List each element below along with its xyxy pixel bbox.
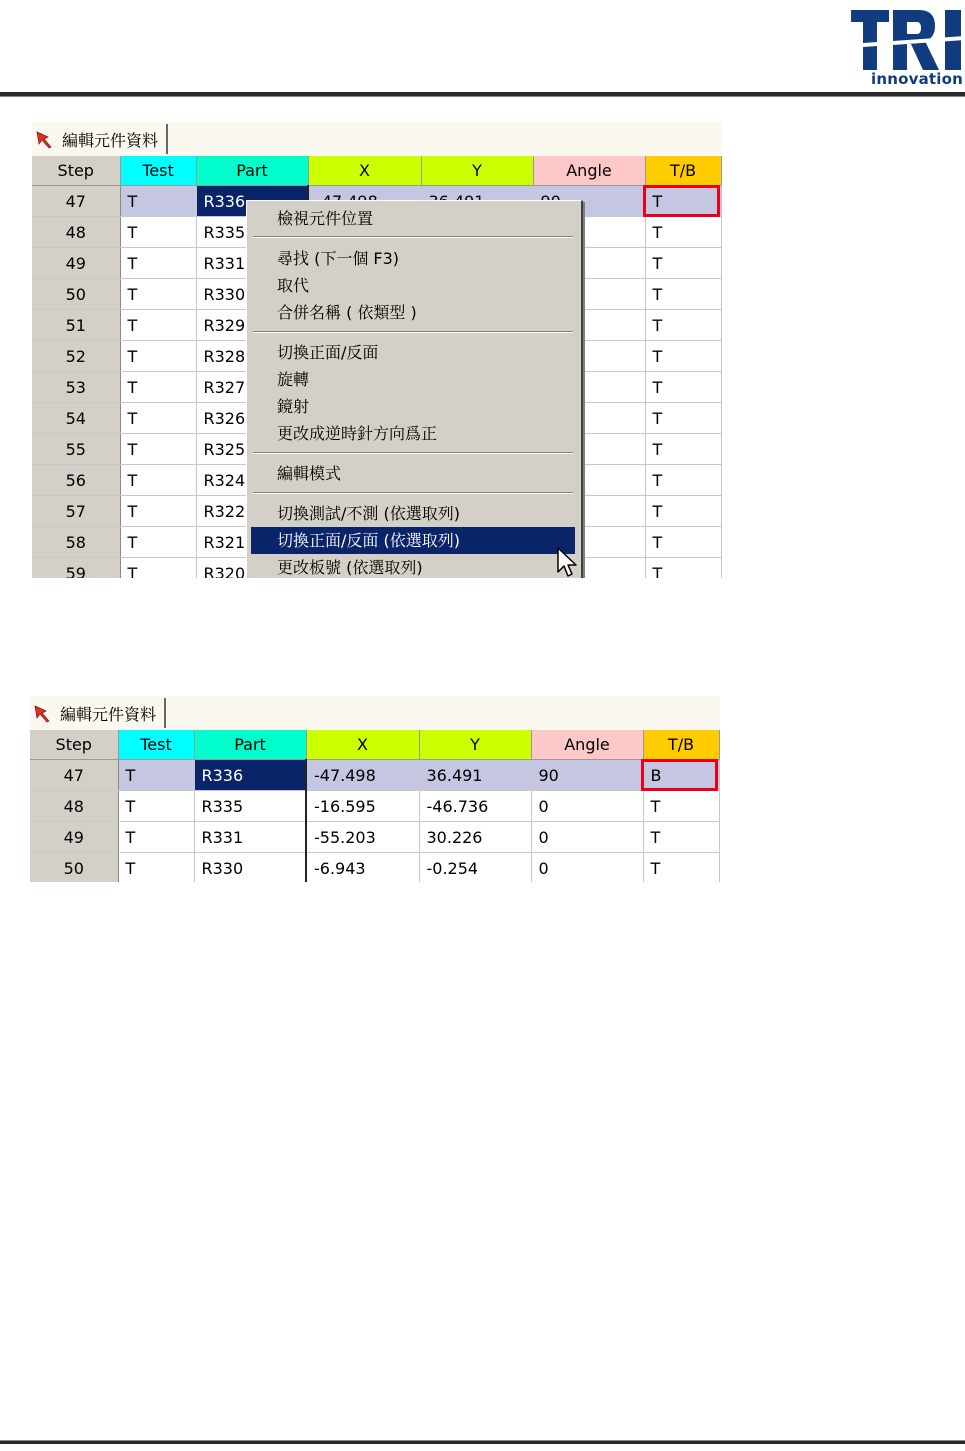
cell-angle[interactable]: 90 bbox=[531, 760, 643, 791]
col-header-test[interactable]: Test bbox=[118, 730, 194, 760]
menu-item-toggle-side[interactable]: 切換正面/反面 bbox=[277, 343, 379, 362]
cell-test[interactable]: T bbox=[120, 434, 196, 465]
tab-label: 編輯元件資料 bbox=[60, 704, 157, 724]
col-header-y[interactable]: Y bbox=[421, 156, 533, 186]
tb-highlight-box bbox=[643, 185, 720, 217]
cell-tb[interactable]: T bbox=[645, 465, 721, 496]
cell-part[interactable]: R327 bbox=[196, 372, 308, 403]
cell-step[interactable]: 58 bbox=[32, 527, 120, 558]
menu-separator bbox=[253, 331, 573, 333]
footer-rule bbox=[0, 1440, 965, 1444]
cell-step[interactable]: 59 bbox=[32, 558, 120, 579]
menu-item-ccw-positive[interactable]: 更改成逆時針方向爲正 bbox=[277, 424, 438, 443]
cell-tb[interactable]: T bbox=[645, 434, 721, 465]
cell-step[interactable]: 50 bbox=[32, 279, 120, 310]
menu-item-find-next[interactable]: 尋找 (下一個 F3) bbox=[277, 249, 400, 268]
cell-part[interactable]: R320 bbox=[196, 558, 308, 579]
context-menu bbox=[246, 200, 583, 578]
cell-tb[interactable]: T bbox=[645, 341, 721, 372]
cell-step[interactable]: 54 bbox=[32, 403, 120, 434]
component-edit-panel-before bbox=[32, 122, 722, 578]
cell-test[interactable]: T bbox=[120, 341, 196, 372]
table-row[interactable] bbox=[30, 853, 719, 883]
cell-step[interactable]: 49 bbox=[32, 248, 120, 279]
cell-angle[interactable]: 0 bbox=[531, 791, 643, 822]
menu-item-view-position[interactable]: 檢視元件位置 bbox=[277, 209, 374, 228]
cell-part[interactable]: R331 bbox=[194, 822, 306, 853]
cell-test[interactable]: T bbox=[120, 496, 196, 527]
col-header-angle[interactable]: Angle bbox=[533, 156, 645, 186]
table-row[interactable] bbox=[30, 760, 719, 791]
cell-tb[interactable]: T bbox=[645, 372, 721, 403]
col-header-step[interactable]: Step bbox=[30, 730, 118, 760]
cell-part[interactable]: R336 bbox=[194, 760, 306, 791]
menu-separator bbox=[253, 492, 573, 494]
cell-x[interactable]: -55.203 bbox=[306, 822, 419, 853]
header-rule bbox=[0, 92, 965, 97]
cell-part[interactable]: R322 bbox=[196, 496, 308, 527]
cell-step[interactable]: 52 bbox=[32, 341, 120, 372]
col-header-y[interactable]: Y bbox=[419, 730, 531, 760]
cell-test[interactable]: T bbox=[120, 403, 196, 434]
cell-x[interactable]: -16.595 bbox=[306, 791, 419, 822]
cell-test[interactable]: T bbox=[118, 760, 194, 791]
cell-part[interactable]: R325 bbox=[196, 434, 308, 465]
cell-test[interactable]: T bbox=[120, 527, 196, 558]
cell-angle[interactable]: 0 bbox=[531, 822, 643, 853]
cell-y[interactable]: 36.491 bbox=[419, 760, 531, 791]
cell-y[interactable]: -46.736 bbox=[419, 791, 531, 822]
cell-part[interactable]: R330 bbox=[196, 279, 308, 310]
cell-test[interactable]: T bbox=[120, 217, 196, 248]
col-header-tb[interactable]: T/B bbox=[645, 156, 721, 186]
cell-test[interactable]: T bbox=[120, 558, 196, 579]
menu-item-toggle-side-selected[interactable]: 切換正面/反面 (依選取列) bbox=[251, 527, 575, 554]
col-header-tb[interactable]: T/B bbox=[643, 730, 719, 760]
menu-item-rotate[interactable]: 旋轉 bbox=[277, 370, 310, 389]
cell-tb[interactable]: T bbox=[645, 217, 721, 248]
edit-wand-icon bbox=[34, 128, 56, 150]
col-header-x[interactable]: X bbox=[308, 156, 421, 186]
menu-item-replace[interactable]: 取代 bbox=[277, 276, 310, 295]
cell-tb[interactable]: T bbox=[645, 279, 721, 310]
cell-tb[interactable]: T bbox=[643, 822, 719, 853]
cell-x[interactable]: -6.943 bbox=[306, 853, 419, 883]
cell-test[interactable]: T bbox=[120, 310, 196, 341]
cell-step[interactable]: 49 bbox=[30, 822, 118, 853]
header-row bbox=[30, 730, 719, 760]
cell-tb[interactable]: T bbox=[645, 527, 721, 558]
cell-tb[interactable]: T bbox=[643, 791, 719, 822]
menu-item-merge-names[interactable]: 合併名稱 ( 依類型 ) bbox=[277, 303, 417, 322]
cell-tb[interactable]: T bbox=[645, 558, 721, 579]
header-row bbox=[32, 156, 721, 186]
cell-test[interactable]: T bbox=[118, 822, 194, 853]
cell-test[interactable]: T bbox=[120, 186, 196, 217]
cell-step[interactable]: 55 bbox=[32, 434, 120, 465]
menu-item-toggle-test-selected[interactable]: 切換測試/不測 (依選取列) bbox=[277, 504, 460, 523]
tab-edit-component-data[interactable] bbox=[34, 124, 168, 154]
cell-part[interactable]: R324 bbox=[196, 465, 308, 496]
cell-part[interactable]: R329 bbox=[196, 310, 308, 341]
edit-wand-icon bbox=[32, 702, 54, 724]
cell-tb[interactable]: B bbox=[643, 760, 719, 791]
logo-subtext: innovation bbox=[871, 70, 963, 88]
cell-step[interactable]: 51 bbox=[32, 310, 120, 341]
cell-test[interactable]: T bbox=[120, 465, 196, 496]
cell-part[interactable]: R335 bbox=[196, 217, 308, 248]
cell-part[interactable]: R335 bbox=[194, 791, 306, 822]
cell-test[interactable]: T bbox=[118, 791, 194, 822]
cell-tb[interactable]: T bbox=[645, 310, 721, 341]
cell-tb[interactable]: T bbox=[645, 496, 721, 527]
tab-label: 編輯元件資料 bbox=[62, 130, 159, 150]
cell-y[interactable]: 30.226 bbox=[419, 822, 531, 853]
cell-step[interactable]: 57 bbox=[32, 496, 120, 527]
menu-item-change-board-selected[interactable]: 更改板號 (依選取列) bbox=[277, 558, 423, 577]
cell-test[interactable]: T bbox=[120, 279, 196, 310]
cell-part[interactable]: R336 bbox=[196, 186, 308, 217]
tab-bar bbox=[30, 696, 720, 730]
menu-separator bbox=[253, 236, 573, 238]
cell-step[interactable]: 53 bbox=[32, 372, 120, 403]
cell-step[interactable]: 48 bbox=[30, 791, 118, 822]
cell-y[interactable]: -0.254 bbox=[419, 853, 531, 883]
component-table bbox=[30, 730, 720, 882]
cell-part[interactable]: R330 bbox=[194, 853, 306, 883]
col-header-test[interactable]: Test bbox=[120, 156, 196, 186]
table-row[interactable] bbox=[30, 822, 719, 853]
cell-tb[interactable]: T bbox=[645, 186, 721, 217]
tab-edit-component-data[interactable] bbox=[32, 698, 166, 728]
col-header-part[interactable]: Part bbox=[194, 730, 306, 760]
cell-tb[interactable]: T bbox=[645, 248, 721, 279]
col-header-x[interactable]: X bbox=[306, 730, 419, 760]
menu-separator bbox=[253, 452, 573, 454]
cell-step[interactable]: 47 bbox=[30, 760, 118, 791]
cell-angle[interactable]: 0 bbox=[531, 853, 643, 883]
col-header-part[interactable]: Part bbox=[196, 156, 308, 186]
cell-test[interactable]: T bbox=[120, 372, 196, 403]
cell-step[interactable]: 48 bbox=[32, 217, 120, 248]
tab-bar bbox=[32, 122, 722, 156]
cell-tb[interactable]: T bbox=[643, 853, 719, 883]
mouse-cursor-icon bbox=[556, 546, 578, 580]
cell-part[interactable]: R321 bbox=[196, 527, 308, 558]
menu-item-edit-mode[interactable]: 編輯模式 bbox=[277, 464, 342, 483]
cell-part[interactable]: R326 bbox=[196, 403, 308, 434]
cell-tb[interactable]: T bbox=[645, 403, 721, 434]
cell-step[interactable]: 56 bbox=[32, 465, 120, 496]
cell-part[interactable]: R328 bbox=[196, 341, 308, 372]
cell-test[interactable]: T bbox=[118, 853, 194, 883]
col-header-angle[interactable]: Angle bbox=[531, 730, 643, 760]
menu-item-mirror[interactable]: 鏡射 bbox=[277, 397, 310, 416]
table-body bbox=[30, 760, 719, 883]
cell-part[interactable]: R331 bbox=[196, 248, 308, 279]
table-row[interactable] bbox=[30, 791, 719, 822]
cell-step[interactable]: 47 bbox=[32, 186, 120, 217]
col-header-step[interactable]: Step bbox=[32, 156, 120, 186]
cell-step[interactable]: 50 bbox=[30, 853, 118, 883]
tb-highlight-box bbox=[641, 759, 718, 791]
cell-test[interactable]: T bbox=[120, 248, 196, 279]
component-edit-panel-after bbox=[30, 696, 720, 882]
cell-x[interactable]: -47.498 bbox=[306, 760, 419, 791]
